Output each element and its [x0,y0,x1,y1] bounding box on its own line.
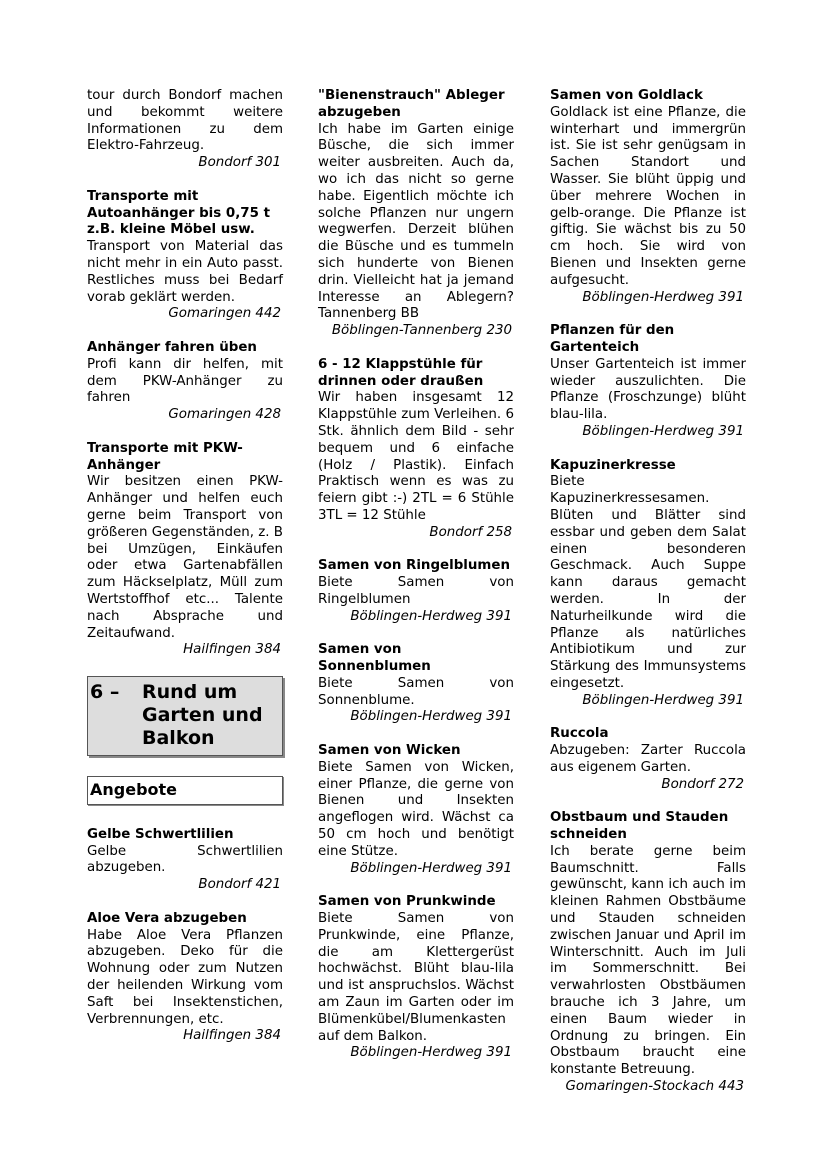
listing-entry [87,340,283,424]
listing-title: Anhänger fahren üben [87,339,257,355]
section-number: 6 – [90,680,120,703]
column-1 [87,88,283,1062]
listing-title: Samen von Goldlack [550,88,703,103]
listing-location: Bondorf 272 [661,776,744,792]
listing-entry [87,441,283,659]
listing-location: Bondorf 421 [198,877,281,893]
listing-entry [550,88,746,306]
listing-title: Samen von Prunkwinde [318,894,496,910]
listing-body: Profi kann dir helfen, mit dem PKW-Anhänger zu fahren [87,356,283,406]
listing-title: Gelbe Schwertlilien [87,826,234,842]
listing-body: Biete Kapuzinerkressesamen. Blüten und Blätter sind essbar und geben dem Salat einen besonderen Geschmack. Auch Suppe kann daraus gemacht werden. In der Naturheilkunde wird die Pflanze als natürliches Antibiotikum und zur Stärkung des Immunsystems eingesetzt. [550,474,746,691]
listing-entry [87,911,283,1045]
listing-location: Gomaringen 428 [168,407,281,423]
column-3 [550,88,746,1113]
listing-entry [550,458,746,710]
listing-title: "Bienenstrauch" Ableger abzugeben [318,88,505,120]
listing-location: Böblingen-Herdweg 391 [582,289,744,305]
column-2 [318,88,514,1079]
listing-title: Samen von Wicken [318,743,461,759]
listing-body: Wir besitzen einen PKW-Anhänger und helfen euch gerne beim Transport von größeren Gegenständen, z. B bei Umzügen, Einkäufen oder etwa Gartenabfällen zum Häckselplatz, Müll zum Wertstoffhof etc... Talente nach Absprache und Zeitaufwand. [87,474,283,641]
listing-body: Wir haben insgesamt 12 Klappstühle zum Verleihen. 6 Stk. ähnlich dem Bild - sehr bequem und 6 einfache (Holz / Plastik). Einfach Praktisch wenn es was zu feiern gibt :-) 2TL = 6 Stühle 3TL = 12 Stühle [318,390,514,523]
listing-title: Ruccola [550,726,609,742]
listing-location: Böblingen-Herdweg 391 [350,860,512,876]
listing-location: Böblingen-Herdweg 391 [350,608,512,624]
listing-body: Ich habe im Garten einige Büsche, die sich immer weiter ausbreiten. Auch da, wo ich das nicht so gerne habe. Eigentlich möchte ich solche Pflanzen nur ungern wegwerfen. Derzeit blühen die Büsche und es tummeln sich hunderte von Bienen drin. Vielleicht hat ja jemand Interesse an Ablegern? Tannenberg BB [318,121,514,322]
listing-title: 6 - 12 Klappstühle für drinnen oder draußen [318,356,484,389]
listing-entry [318,894,514,1062]
listing-entry [87,88,283,172]
listing-entry [318,88,514,340]
listing-title: Transporte mit Autoanhänger bis 0,75 t z.B. kleine Möbel usw. [87,188,271,238]
listing-title: Samen von Ringelblumen [318,558,510,574]
listing-location: Böblingen-Herdweg 391 [350,1045,512,1061]
listing-title: Samen von Sonnenblumen [318,642,431,675]
listing-location: Gomaringen-Stockach 443 [565,1079,744,1095]
listing-location: Hailfingen 384 [183,642,281,658]
listing-body: Biete Samen von Wicken, einer Pflanze, die gerne von Bienen und Insekten angeflogen wird. Wächst ca 50 cm hoch und benötigt eine Stütze. [318,759,514,859]
subsection-heading: Angebote [87,776,283,805]
listing-entry [318,642,514,726]
listing-title: Kapuzinerkresse [550,457,676,473]
listing-body: Goldlack ist eine Pflanze, die winterhart und immergrün ist. Sie ist sehr genügsam in Sachen Standort und Wasser. Sie blüht üppig und über mehrere Wochen in gelb-orange. Die Pflanze ist giftig. Sie wächst bis zu 50 cm hoch. Sie wird von Bienen und Insekten gerne aufgesucht. [550,104,746,288]
listing-entry [318,743,514,877]
listing-body: Abzugeben: Zarter Ruccola aus eigenem Garten. [550,743,746,775]
listing-body: Biete Samen von Sonnenblume. [318,675,514,708]
section-heading [87,676,283,756]
listing-body: Habe Aloe Vera Pflanzen abzugeben. Deko für die Wohnung oder zum Nutzen der heilenden Wirkung vom Saft bei Insektenstichen, Verbrennungen, etc. [87,927,283,1027]
listing-body: Transport von Material das nicht mehr in ein Auto passt. Restliches muss bei Bedarf vorab geklärt werden. [87,239,283,305]
listing-body: Biete Samen von Prunkwinde, eine Pflanze, die am Klettergerüst hochwächst. Blüht blau-lila und ist anspruchslos. Wächst am Zaun im Garten oder im Blümenkübel/Blumenkasten auf dem Balkon. [318,911,514,1044]
listing-location: Bondorf 258 [429,524,512,540]
listing-entry [550,810,746,1096]
listing-title: Pflanzen für den Gartenteich [550,323,675,355]
listing-entry [550,323,746,441]
listing-entry [318,357,514,542]
listing-location: Hailfingen 384 [183,1028,281,1044]
listing-title: Aloe Vera abzugeben [87,910,247,926]
listing-location: Böblingen-Herdweg 391 [582,692,744,708]
listing-location: Böblingen-Tannenberg 230 [331,323,512,339]
listing-body: Unser Gartenteich ist immer wieder auszulichten. Die Pflanze (Froschzunge) blüht blau-lila. [550,356,746,423]
listing-body: Gelbe Schwertlilien abzugeben. [87,843,283,876]
listing-entry [87,827,283,894]
listing-location: Böblingen-Herdweg 391 [350,709,512,725]
listing-body: tour durch Bondorf machen und bekommt weitere Informationen zu dem Elektro-Fahrzeug. [87,88,283,154]
listing-title: Transporte mit PKW-Anhänger [87,440,243,473]
listing-entry [550,726,746,793]
listing-location: Böblingen-Herdweg 391 [582,423,744,439]
listing-entry [87,189,283,323]
listing-body: Biete Samen von Ringelblumen [318,575,514,607]
section-title: Rund um Garten und Balkon [142,680,263,749]
listing-title: Obstbaum und Stauden schneiden [550,810,729,843]
listing-location: Bondorf 301 [198,155,281,171]
listing-location: Gomaringen 442 [168,306,281,322]
listing-body: Ich berate gerne beim Baumschnitt. Falls gewünscht, kann ich auch im kleinen Rahmen Obstbäume und Stauden schneiden zwischen Januar und April im Winterschnitt. Auch im Juli im Sommerschnitt. Bei verwahrlosten Obstbäumen brauche ich 3 Jahre, um einen Baum wieder in Ordnung zu bringen. Ein Obstbaum braucht eine konstante Betreuung. [550,843,746,1078]
listing-entry [318,558,514,625]
